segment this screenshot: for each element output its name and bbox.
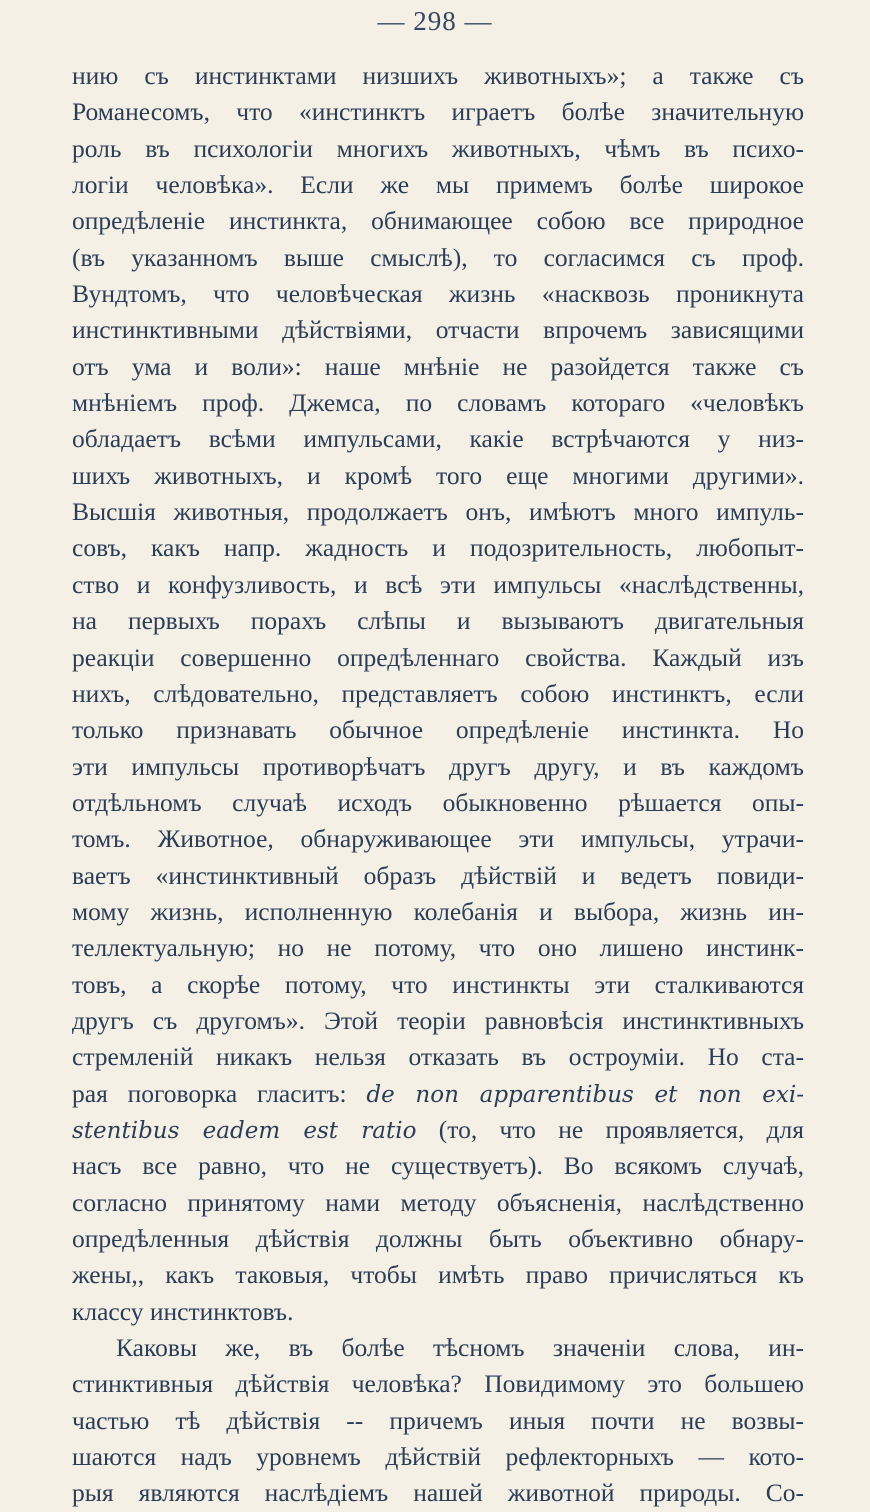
text-line: нихъ, слѣдовательно, представляетъ собою инстинктъ, если: [72, 678, 804, 708]
text-line: Каковы же, въ болѣе тѣсномъ значеніи слова, ин-: [116, 1333, 804, 1363]
text-line: шаются надъ уровнемъ дѣйствій рефлекторныхъ — кото-: [72, 1442, 804, 1472]
text-line: только признавать обычное опредѣленіе инстинкта. Но: [72, 715, 804, 745]
body-text: [72, 58, 804, 1512]
text-line: опредѣленныя дѣйствія должны быть объективно обнару-: [72, 1224, 804, 1253]
latin-quote-end: stentibus eadem est ratio: [72, 1117, 417, 1144]
text-line: обладаетъ всѣми импульсами, какіе встрѣчаются у низ-: [72, 424, 804, 454]
text-line: на первыхъ порахъ слѣпы и вызываютъ двигательныя: [72, 606, 804, 636]
text-line: логіи человѣка». Если же мы примемъ болѣе широкое: [72, 170, 804, 200]
text-line: опредѣленіе инстинкта, обнимающее собою все природное: [72, 206, 804, 236]
text-line: нию съ инстинктами низшихъ животныхъ»; а также съ: [72, 61, 804, 90]
text-line: стинктивныя дѣйствія человѣка? Повидимому это большею: [72, 1369, 804, 1399]
text-line: стремленій никакъ нельзя отказать въ остроуміи. Но ста-: [72, 1042, 804, 1072]
text-line: отъ ума и воли»: наше мнѣніе не разойдется также съ: [72, 351, 804, 381]
text-line: Романесомъ, что «инстинктъ играетъ болѣе значительную: [72, 97, 804, 127]
text-line: отдѣльномъ случаѣ исходъ обыкновенно рѣшается опы-: [72, 787, 804, 817]
text-line: Высшія животныя, продолжаетъ онъ, имѣютъ много импуль-: [72, 497, 804, 527]
paragraph-1: [72, 58, 804, 1330]
text-line: ваетъ «инстинктивный образъ дѣйствій и ведетъ повиди-: [72, 860, 804, 890]
text-line: совъ, какъ напр. жадность и подозрительность, любопыт-: [72, 533, 804, 563]
text-line: реакціи совершенно опредѣленнаго свойства. Каждый изъ: [72, 642, 804, 672]
latin-quote-start: de non apparentibus et non exi-: [366, 1081, 804, 1108]
text-line: теллектуальную; но не потому, что оно лишено инстинк-: [72, 933, 804, 963]
latin-quote-translation: (то, что не проявляется, для: [416, 1114, 804, 1144]
text-line: согласно принятому нами методу объясненія, наслѣдственно: [72, 1187, 804, 1217]
page-number: — 298 —: [377, 6, 493, 36]
text-line: рыя являются наслѣдіемъ нашей животной природы. Со-: [72, 1478, 804, 1508]
text-line: (въ указанномъ выше смыслѣ), то согласимся съ проф.: [72, 242, 804, 272]
text-line: ство и конфузливость, и всѣ эти импульсы «наслѣдственны,: [72, 569, 804, 599]
text-line: товъ, а скорѣе потому, что инстинкты эти сталкиваются: [72, 969, 804, 999]
text-line: частью тѣ дѣйствія -- причемъ иныя почти не возвы-: [72, 1405, 804, 1435]
text-line: Вундтомъ, что человѣческая жизнь «насквозь проникнута: [72, 279, 804, 309]
text-line: томъ. Животное, обнаруживающее эти импульсы, утрачи-: [72, 824, 804, 854]
text-line: насъ все равно, что не существуетъ). Во всякомъ случаѣ,: [72, 1151, 804, 1181]
text-line: классу инстинктовъ.: [72, 1296, 294, 1326]
text-line-latin-quote: [72, 1076, 804, 1112]
text-line: жены,, какъ таковыя, чтобы имѣть право причисляться къ: [72, 1260, 804, 1290]
text-line: другъ съ другомъ». Этой теоріи равновѣсія инстинктивныхъ: [72, 1005, 804, 1035]
text-line: инстинктивными дѣйствіями, отчасти впрочемъ зависящими: [72, 315, 804, 345]
text-line: мнѣніемъ проф. Джемса, по словамъ котораго «человѣкъ: [72, 388, 804, 418]
text-line: роль въ психологіи многихъ животныхъ, чѣмъ въ психо-: [72, 133, 804, 163]
latin-quote-lead: рая поговорка гласитъ:: [72, 1078, 367, 1108]
text-line: эти импульсы противорѣчатъ другъ другу, и въ каждомъ: [72, 751, 804, 781]
paragraph-2: [72, 1330, 804, 1512]
text-line: мому жизнь, исполненную колебанія и выбора, жизнь ин-: [72, 896, 804, 926]
text-line-latin-quote: [72, 1112, 804, 1148]
text-line: шихъ животныхъ, и кромѣ того еще многими другими».: [72, 460, 804, 490]
